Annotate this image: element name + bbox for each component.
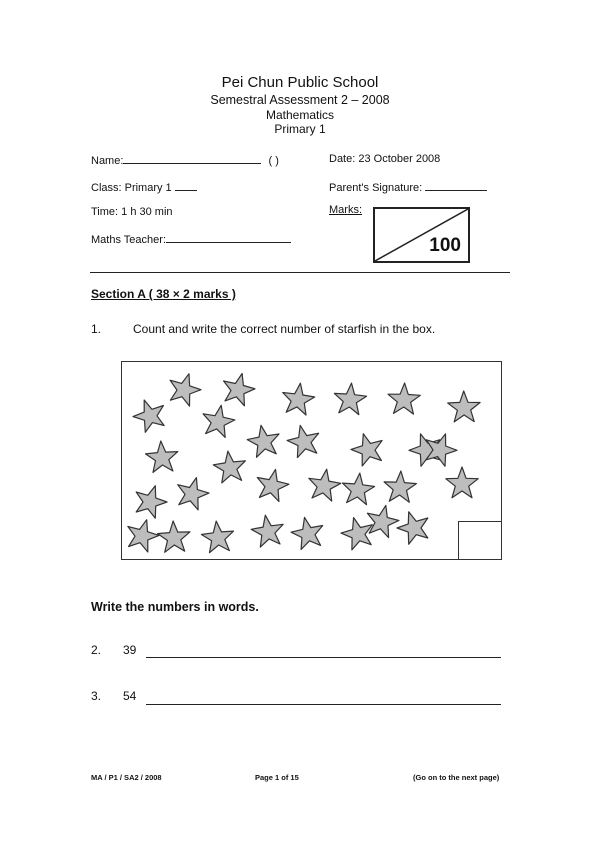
footer-next: (Go on to the next page) <box>413 773 500 782</box>
q1-text: Count and write the correct number of starfish in the box. <box>133 322 436 336</box>
time-field: Time: 1 h 30 min <box>91 206 173 218</box>
starfish-icon <box>388 383 420 414</box>
footer-page: Page 1 of 15 <box>255 773 299 782</box>
parent-signature-label: Parent's Signature: <box>329 182 423 194</box>
starfish-icon <box>224 374 255 406</box>
starfish-icon <box>203 405 235 437</box>
starfish-icon <box>170 374 201 406</box>
starfish-icon <box>309 469 341 501</box>
starfish-icon <box>158 521 190 552</box>
marks-label: Marks: <box>329 204 362 216</box>
starfish-icon <box>128 520 159 552</box>
starfish-icon <box>213 451 245 483</box>
footer-code: MA / P1 / SA2 / 2008 <box>91 773 162 782</box>
starfish-icon <box>351 434 382 466</box>
date-field: Date: 23 October 2008 <box>329 153 441 165</box>
starfish-icon <box>287 425 319 457</box>
school-name: Pei Chun Public School <box>221 74 379 91</box>
register-number-paren: ( ) <box>268 155 279 167</box>
marks-total: 100 <box>429 235 461 256</box>
starfish-icon <box>343 473 375 505</box>
starfish-icon <box>367 505 399 537</box>
teacher-field <box>91 232 291 246</box>
starfish-icon <box>257 469 289 501</box>
starfish-icon <box>178 478 209 510</box>
class-field <box>91 180 197 194</box>
starfish-group <box>122 362 500 558</box>
q1-number: 1. <box>91 322 102 336</box>
header-divider <box>90 272 510 273</box>
starfish-icon <box>291 517 323 549</box>
q2-value: 39 <box>123 643 137 657</box>
name-field <box>91 153 279 167</box>
subject-title: Mathematics <box>265 108 335 122</box>
marks-box <box>373 207 470 263</box>
starfish-icon <box>283 383 315 415</box>
q3-answer-line[interactable] <box>146 704 501 705</box>
assessment-title: Semestral Assessment 2 – 2008 <box>210 93 390 107</box>
q2-answer-line[interactable] <box>146 657 501 658</box>
starfish-answer-box[interactable] <box>458 521 502 560</box>
class-label: Class: Primary 1 <box>91 182 172 194</box>
level-title: Primary 1 <box>274 122 326 136</box>
starfish-icon <box>247 425 279 457</box>
starfish-icon <box>133 400 164 432</box>
starfish-frame <box>121 361 502 560</box>
words-heading: Write the numbers in words. <box>91 600 259 614</box>
teacher-blank <box>166 232 291 243</box>
starfish-icon <box>448 391 480 422</box>
section-a-title: Section A ( 38 × 2 marks ) <box>91 287 236 301</box>
parent-signature-field <box>329 180 487 194</box>
q2-number: 2. <box>91 643 102 657</box>
starfish-icon <box>397 512 428 544</box>
starfish-icon <box>446 467 478 498</box>
starfish-icon <box>201 521 233 553</box>
parent-signature-blank <box>425 180 487 191</box>
starfish-icon <box>136 486 167 518</box>
starfish-icon <box>146 441 178 472</box>
q3-number: 3. <box>91 689 102 703</box>
starfish-icon <box>341 518 372 550</box>
name-blank <box>123 153 261 164</box>
teacher-label: Maths Teacher: <box>91 234 167 246</box>
class-blank <box>175 180 197 191</box>
name-label: Name: <box>91 155 124 167</box>
starfish-icon <box>334 383 366 415</box>
q3-value: 54 <box>123 689 137 703</box>
starfish-icon <box>251 515 283 547</box>
starfish-icon <box>384 471 416 502</box>
